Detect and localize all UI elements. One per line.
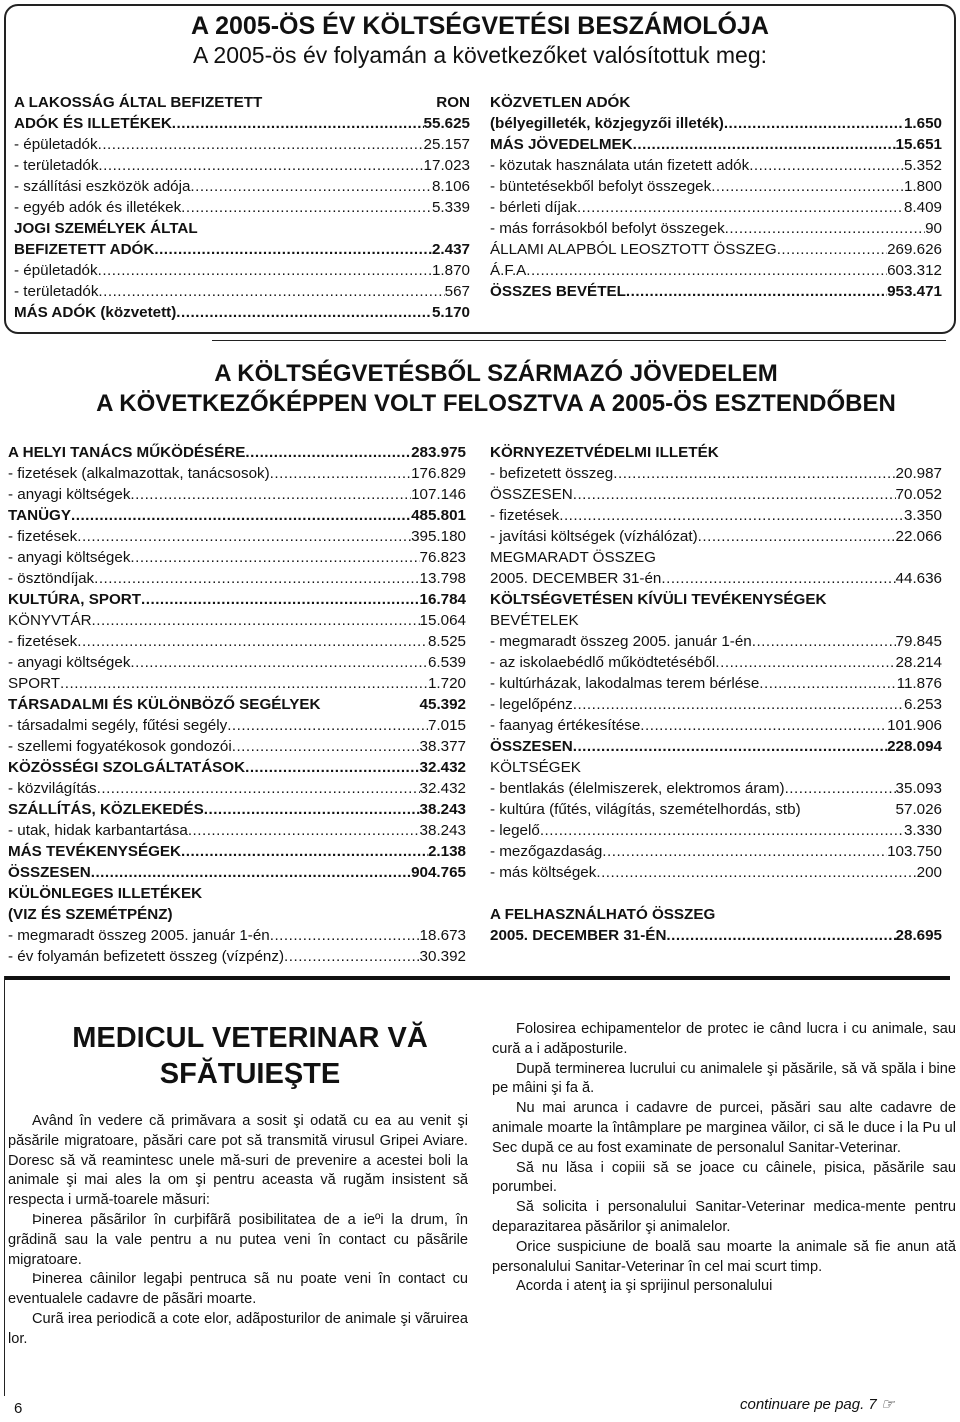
ledger-row	[14, 239, 470, 260]
ledger-row	[490, 197, 942, 218]
ledger-label: MÁS JÖVEDELMEK	[490, 136, 633, 153]
ledger-row	[8, 883, 466, 904]
dot-leader	[633, 134, 896, 155]
ledger-label: - közutak használata után fizetett adók	[490, 157, 750, 174]
ledger-value: 17.023	[423, 157, 470, 174]
ledger-label: ÖSSZESEN	[490, 738, 573, 755]
dot-leader	[245, 757, 419, 778]
ledger-row	[490, 176, 942, 197]
dot-leader	[785, 778, 896, 799]
ledger-value: 5.170	[431, 304, 470, 321]
ledger-value: 283.975	[411, 444, 466, 461]
ledger-label: - legelő	[490, 822, 540, 839]
dot-leader	[540, 820, 904, 841]
ledger-value: 1.720	[427, 675, 466, 692]
allocation-title-line2: A KÖVETKEZŐKÉPPEN VOLT FELOSZTVA A 2005-ÖS ESZTENDŐBEN	[96, 390, 896, 417]
ledger-label: (VIZ ÉS SZEMÉTPÉNZ)	[8, 906, 173, 923]
ledger-value: 57.026	[895, 801, 942, 818]
ledger-row	[8, 631, 466, 652]
ledger-value: 107.146	[411, 486, 466, 503]
ledger-row	[490, 652, 942, 673]
ledger-value: 2.138	[427, 843, 466, 860]
dot-leader	[94, 568, 419, 589]
ledger-row	[490, 484, 942, 505]
continue-note: continuare pe pag. 7 ☞	[740, 1396, 895, 1413]
ledger-label: - egyéb adók és illetékek	[14, 199, 182, 216]
dot-leader	[749, 155, 904, 176]
ledger-label: - fizetések	[8, 633, 78, 650]
ledger-label: JOGI SZEMÉLYEK ÁLTAL	[14, 220, 198, 237]
ledger-label: - mezőgazdaság	[490, 843, 603, 860]
ledger-row	[8, 946, 466, 967]
dot-leader	[172, 113, 424, 134]
dot-leader	[559, 505, 904, 526]
revenue-left-heading	[14, 92, 470, 113]
article-paragraph: Þinerea pãsãrilor în curþifãrã posibilitatea de a ieºi la drum, în grãdinã sau la vale pentru a nu putea veni în contact cu pãsãrile migratoare.	[8, 1211, 468, 1268]
ledger-row	[14, 260, 470, 281]
ledger-row	[8, 757, 466, 778]
ledger-value: 228.094	[887, 738, 942, 755]
ledger-row	[14, 113, 470, 134]
ledger-value: 7.015	[427, 717, 466, 734]
ledger-row	[8, 925, 466, 946]
ledger-row	[8, 505, 466, 526]
dot-leader	[181, 197, 432, 218]
ledger-label: - az iskolaebédlő működtetéséből	[490, 654, 716, 671]
ledger-row	[8, 652, 466, 673]
ledger-value: 25.157	[423, 136, 470, 153]
ledger-label: - ösztöndíjak	[8, 570, 95, 587]
ledger-label: TANÜGY	[8, 507, 71, 524]
ledger-label: - más költségek	[490, 864, 597, 881]
dot-leader	[725, 218, 925, 239]
ledger-value: 79.845	[895, 633, 942, 650]
article-title-line1: MEDICUL VETERINAR VĂ	[72, 1022, 428, 1054]
ledger-label: ÖSSZESEN	[490, 486, 573, 503]
ledger-value: 13.798	[419, 570, 466, 587]
ledger-row	[490, 610, 942, 631]
ledger-label: - bentlakás (élelmiszerek, elektromos áram)	[490, 780, 785, 797]
ledger-label: KÖNYVTÁR	[8, 612, 92, 629]
ledger-label: ÖSSZESEN	[8, 864, 91, 881]
ledger-value: 101.906	[887, 717, 942, 734]
ledger-row	[490, 113, 942, 134]
ledger-value: 567	[444, 283, 470, 300]
ledger-row	[490, 281, 942, 302]
ledger-value: 6.539	[427, 654, 466, 671]
ledger-label: - büntetésekből befolyt összegek	[490, 178, 712, 195]
dot-leader	[77, 526, 411, 547]
ledger-row	[8, 547, 466, 568]
ledger-label: A FELHASZNÁLHATÓ ÖSSZEG	[490, 906, 716, 923]
ledger-row	[8, 841, 466, 862]
ledger-value: 28.695	[895, 927, 942, 944]
ledger-label: - épületadók	[14, 136, 98, 153]
ledger-row	[490, 463, 942, 484]
ledger-row	[8, 673, 466, 694]
ledger-row	[8, 820, 466, 841]
ledger-value: 44.636	[895, 570, 942, 587]
ledger-label: - kultúrházak, lakodalmas terem bérlése	[490, 675, 760, 692]
ledger-row	[490, 505, 942, 526]
ledger-row	[490, 92, 942, 113]
ledger-row	[490, 883, 942, 904]
expenses-right-column	[490, 442, 942, 946]
dot-leader	[98, 281, 444, 302]
ledger-label: BEVÉTELEK	[490, 612, 579, 629]
article-paragraph: Orice suspiciune de boală sau moarte la animale să fie anun ată personalului Sanitar-Veterinar în cel mai scurt timp.	[492, 1238, 956, 1275]
ledger-value: 603.312	[887, 262, 942, 279]
ledger-value: 904.765	[411, 864, 466, 881]
dot-leader	[752, 631, 896, 652]
ledger-label: - kultúra (fűtés, világítás, szemételhordás, stb)	[490, 801, 801, 818]
ledger-label: - anyagi költségek	[8, 549, 131, 566]
ledger-label: KÖZÖSSÉGI SZOLGÁLTATÁSOK	[8, 759, 246, 776]
ledger-row	[14, 197, 470, 218]
ledger-row	[14, 176, 470, 197]
dot-leader	[626, 281, 887, 302]
ledger-label: (bélyegilleték, közjegyzői illeték)	[490, 115, 724, 132]
ledger-label: - területadók	[14, 283, 99, 300]
ledger-value: 15.651	[895, 136, 942, 153]
section-rule	[212, 340, 946, 341]
ledger-value: 200	[916, 864, 942, 881]
ledger-value: 18.673	[419, 927, 466, 944]
ledger-label: - anyagi költségek	[8, 654, 131, 671]
ledger-label: Á.F.A	[490, 262, 527, 279]
ledger-value: 1.800	[903, 178, 942, 195]
ledger-label: - más forrásokból befolyt összegek	[490, 220, 725, 237]
dot-leader	[227, 715, 428, 736]
ledger-label: MÁS TEVÉKENYSÉGEK	[8, 843, 182, 860]
ledger-value: 76.823	[419, 549, 466, 566]
revenue-left-column	[14, 92, 470, 323]
ledger-row	[490, 841, 942, 862]
ledger-value: 22.066	[895, 528, 942, 545]
ledger-value: 269.626	[887, 241, 942, 258]
dot-leader	[190, 176, 432, 197]
ledger-value: 8.409	[903, 199, 942, 216]
ledger-row	[490, 820, 942, 841]
article-paragraph: Folosirea echipamentelor de protec ie când lucra i cu animale, sau cură a i adăposturile.	[492, 1021, 956, 1057]
report-subtitle: A 2005-ös év folyamán a következőket valósítottuk meg:	[192, 42, 768, 68]
dot-leader	[176, 302, 432, 323]
ledger-value: 38.243	[419, 801, 466, 818]
ledger-value: 5.352	[903, 157, 942, 174]
ledger-label: - utak, hidak karbantartása	[8, 822, 188, 839]
ledger-label: - megmaradt összeg 2005. január 1-én	[490, 633, 752, 650]
revenue-left-heading-text: A LAKOSSÁG ÁLTAL BEFIZETETT	[14, 94, 263, 111]
ledger-label: MÁS ADÓK (közvetett)	[14, 304, 177, 321]
ledger-row	[490, 715, 942, 736]
ledger-label: KÖLTSÉGEK	[490, 759, 581, 776]
ledger-label: - megmaradt összeg 2005. január 1-én	[8, 927, 270, 944]
dot-leader	[698, 526, 896, 547]
ledger-value: 8.525	[427, 633, 466, 650]
dot-leader	[573, 694, 904, 715]
ledger-row	[490, 218, 942, 239]
ledger-row	[8, 463, 466, 484]
ledger-value: 55.625	[423, 115, 470, 132]
ledger-value: 15.064	[419, 612, 466, 629]
dot-leader	[270, 925, 420, 946]
ledger-label: SZÁLLÍTÁS, KÖZLEKEDÉS	[8, 801, 204, 818]
dot-leader	[270, 463, 411, 484]
dot-leader	[154, 239, 432, 260]
dot-leader	[232, 736, 420, 757]
dot-leader	[777, 239, 887, 260]
dot-leader	[130, 484, 411, 505]
ledger-label: - legelőpénz	[490, 696, 573, 713]
dot-leader	[188, 820, 420, 841]
dot-leader	[640, 715, 887, 736]
dot-leader	[711, 176, 904, 197]
ledger-row	[490, 862, 942, 883]
article-paragraph: Să nu lăsa i copiii să se joace cu câinele, pisica, păsările sau porumbei.	[492, 1159, 956, 1196]
ledger-value: 45.392	[419, 696, 466, 713]
ledger-label: - szellemi fogyatékosok gondozói	[8, 738, 232, 755]
dot-leader	[204, 799, 420, 820]
allocation-title-line1: A KÖLTSÉGVETÉSBŐL SZÁRMAZÓ JÖVEDELEM	[214, 360, 778, 387]
ledger-label: 2005. DECEMBER 31-ÉN	[490, 927, 667, 944]
ledger-row	[8, 862, 466, 883]
dot-leader	[98, 155, 423, 176]
ledger-row	[490, 260, 942, 281]
ledger-value: 30.392	[419, 948, 466, 965]
ledger-row	[8, 610, 466, 631]
ledger-value: 103.750	[887, 843, 942, 860]
ledger-label: ADÓK ÉS ILLETÉKEK	[14, 115, 172, 132]
dot-leader	[759, 673, 896, 694]
ledger-row	[490, 547, 942, 568]
ledger-row	[8, 442, 466, 463]
ledger-value: 3.330	[903, 822, 942, 839]
ledger-value: 2.437	[431, 241, 470, 258]
ledger-value: 32.432	[419, 759, 466, 776]
ledger-row	[8, 799, 466, 820]
ledger-label: - javítási költségek (vízhálózat)	[490, 528, 698, 545]
ledger-label: KÖRNYEZETVÉDELMI ILLETÉK	[490, 444, 719, 461]
report-title: A 2005-ÖS ÉV KÖLTSÉGVETÉSI BESZÁMOLÓJA	[191, 12, 769, 40]
ledger-label: KÖZVETLEN ADÓK	[490, 94, 631, 111]
revenue-right-column	[490, 92, 942, 302]
ledger-label: - befizetett összeg	[490, 465, 614, 482]
dot-leader	[715, 652, 895, 673]
ledger-value: 953.471	[887, 283, 942, 300]
ledger-value: 90	[925, 220, 942, 237]
ledger-row	[8, 694, 466, 715]
dot-leader	[97, 778, 420, 799]
dot-leader	[92, 610, 420, 631]
ledger-label: KULTÚRA, SPORT	[8, 591, 142, 608]
ledger-row	[8, 904, 466, 925]
dot-leader	[98, 134, 424, 155]
ledger-row	[490, 736, 942, 757]
dot-leader	[71, 505, 411, 526]
ledger-label: - területadók	[14, 157, 99, 174]
ledger-row	[14, 134, 470, 155]
dot-leader	[573, 736, 887, 757]
ledger-row	[490, 239, 942, 260]
article-paragraph: Să solicita i personalului Sanitar-Veterinar medica-mente pentru deparazitarea păsărilor şi animalelor.	[492, 1199, 956, 1235]
ledger-value: 1.650	[903, 115, 942, 132]
ledger-label: - év folyamán befizetett összeg (vízpénz)	[8, 948, 285, 965]
ledger-row	[8, 484, 466, 505]
ledger-row	[8, 715, 466, 736]
dot-leader	[577, 197, 904, 218]
ledger-label: ÖSSZES BEVÉTEL	[490, 283, 626, 300]
ledger-value: 485.801	[411, 507, 466, 524]
ledger-row	[14, 302, 470, 323]
ledger-label: MEGMARADT ÖSSZEG	[490, 549, 656, 566]
ledger-value: 5.339	[431, 199, 470, 216]
dot-leader	[602, 841, 887, 862]
ledger-label: ÁLLAMI ALAPBÓL LEOSZTOTT ÖSSZEG	[490, 241, 777, 258]
currency-label: RON	[436, 94, 470, 111]
dot-leader	[98, 260, 432, 281]
ledger-row	[490, 904, 942, 925]
ledger-row	[490, 134, 942, 155]
article-right-text	[492, 1020, 956, 1297]
article-separator	[4, 976, 950, 980]
ledger-row	[490, 925, 942, 946]
ledger-row	[490, 694, 942, 715]
ledger-label: 2005. DECEMBER 31-én	[490, 570, 662, 587]
ledger-row	[490, 155, 942, 176]
ledger-row	[14, 218, 470, 239]
article-paragraph: Þinerea câinilor legaþi pentruca sã nu poate veni în contact cu eventualele cadavre de pãsãri moarte.	[8, 1271, 468, 1308]
dot-leader	[141, 589, 420, 610]
ledger-row	[14, 281, 470, 302]
ledger-value: 28.214	[895, 654, 942, 671]
article-paragraph: Având în vedere că primăvara a sosit şi odată cu ea au venit şi păsările migratoare, păsări care pot să transmită virusul Gripei Aviare. Doresc să vă reamintesc unele mă-suri de prevenire a acestei boli la animale şi mai ales la om şi pentru aceasta vă rugăm insistent să respecta i urmă-toarele măsuri:	[8, 1113, 468, 1209]
ledger-value: 395.180	[411, 528, 466, 545]
ledger-label: KÜLÖNLEGES ILLETÉKEK	[8, 885, 203, 902]
ledger-label: - faanyag értékesítése	[490, 717, 641, 734]
ledger-label: KÖLTSÉGVETÉSEN KÍVÜLI TEVÉKENYSÉGEK	[490, 591, 827, 608]
ledger-label: - anyagi költségek	[8, 486, 131, 503]
ledger-row	[490, 673, 942, 694]
ledger-row	[490, 799, 942, 820]
ledger-label: - társadalmi segély, fűtési segély	[8, 717, 228, 734]
article-left-text	[8, 1112, 468, 1350]
page-margin-line	[4, 976, 5, 1396]
ledger-value: 11.876	[896, 675, 942, 692]
ledger-value: 1.870	[431, 262, 470, 279]
dot-leader	[130, 547, 419, 568]
ledger-row	[8, 526, 466, 547]
dot-leader	[526, 260, 887, 281]
ledger-row	[490, 757, 942, 778]
ledger-value: 8.106	[431, 178, 470, 195]
ledger-value: 35.093	[895, 780, 942, 797]
dot-leader	[661, 568, 895, 589]
ledger-value: 3.350	[903, 507, 942, 524]
ledger-label: SPORT	[8, 675, 61, 692]
dot-leader	[573, 484, 896, 505]
ledger-label: - bérleti díjak	[490, 199, 577, 216]
ledger-value: 16.784	[419, 591, 466, 608]
ledger-label: - fizetések (alkalmazottak, tanácsosok)	[8, 465, 270, 482]
ledger-row	[14, 155, 470, 176]
article-paragraph: Curã irea periodicã a cote elor, adãposturilor de animale şi vãruirea lor.	[8, 1310, 468, 1347]
dot-leader	[130, 652, 428, 673]
ledger-value: 38.377	[419, 738, 466, 755]
ledger-row	[8, 589, 466, 610]
dot-leader	[284, 946, 420, 967]
dot-leader	[724, 113, 904, 134]
ledger-value: 38.243	[419, 822, 466, 839]
ledger-label: - fizetések	[490, 507, 560, 524]
ledger-value: 20.987	[895, 465, 942, 482]
dot-leader	[245, 442, 411, 463]
ledger-row	[490, 568, 942, 589]
ledger-label: - közvilágítás	[8, 780, 97, 797]
dot-leader	[60, 673, 428, 694]
ledger-row	[8, 568, 466, 589]
ledger-row	[8, 736, 466, 757]
ledger-label: - fizetések	[8, 528, 78, 545]
ledger-label: BEFIZETETT ADÓK	[14, 241, 155, 258]
article-paragraph: Acorda i atenţ ia şi sprijinul personalului	[516, 1278, 773, 1295]
ledger-value: 32.432	[419, 780, 466, 797]
expenses-left-column	[8, 442, 466, 967]
ledger-label: A HELYI TANÁCS MŰKÖDÉSÉRE	[8, 444, 246, 461]
dot-leader	[91, 862, 411, 883]
ledger-label: TÁRSADALMI ÉS KÜLÖNBÖZŐ SEGÉLYEK	[8, 696, 321, 713]
ledger-row	[490, 589, 942, 610]
article-paragraph: După terminerea lucrului cu animalele şi păsările, să vă spăla i bine pe mâini şi fa ă.	[492, 1060, 956, 1097]
article-title	[10, 1020, 490, 1092]
ledger-row	[490, 442, 942, 463]
ledger-row	[8, 778, 466, 799]
page-number: 6	[14, 1400, 23, 1417]
dot-leader	[596, 862, 916, 883]
article-title-line2: SFĂTUIEŞTE	[159, 1058, 341, 1090]
ledger-label: - szállítási eszközök adója	[14, 178, 191, 195]
ledger-row	[490, 526, 942, 547]
dot-leader	[666, 925, 895, 946]
ledger-label: - épületadók	[14, 262, 98, 279]
dot-leader	[77, 631, 428, 652]
article-paragraph: Nu mai arunca i cadavre de purcei, păsări sau alte cadavre de animale moarte la întâmplare pe marginea văilor, ci să le duce i la Pu ul Sec după ce au fost examinate de personalul Sanitar-Veterinar.	[492, 1100, 956, 1156]
ledger-row	[490, 631, 942, 652]
ledger-value: 70.052	[895, 486, 942, 503]
dot-leader	[613, 463, 895, 484]
ledger-value: 176.829	[411, 465, 466, 482]
ledger-value: 6.253	[903, 696, 942, 713]
ledger-row	[490, 778, 942, 799]
dot-leader	[181, 841, 428, 862]
